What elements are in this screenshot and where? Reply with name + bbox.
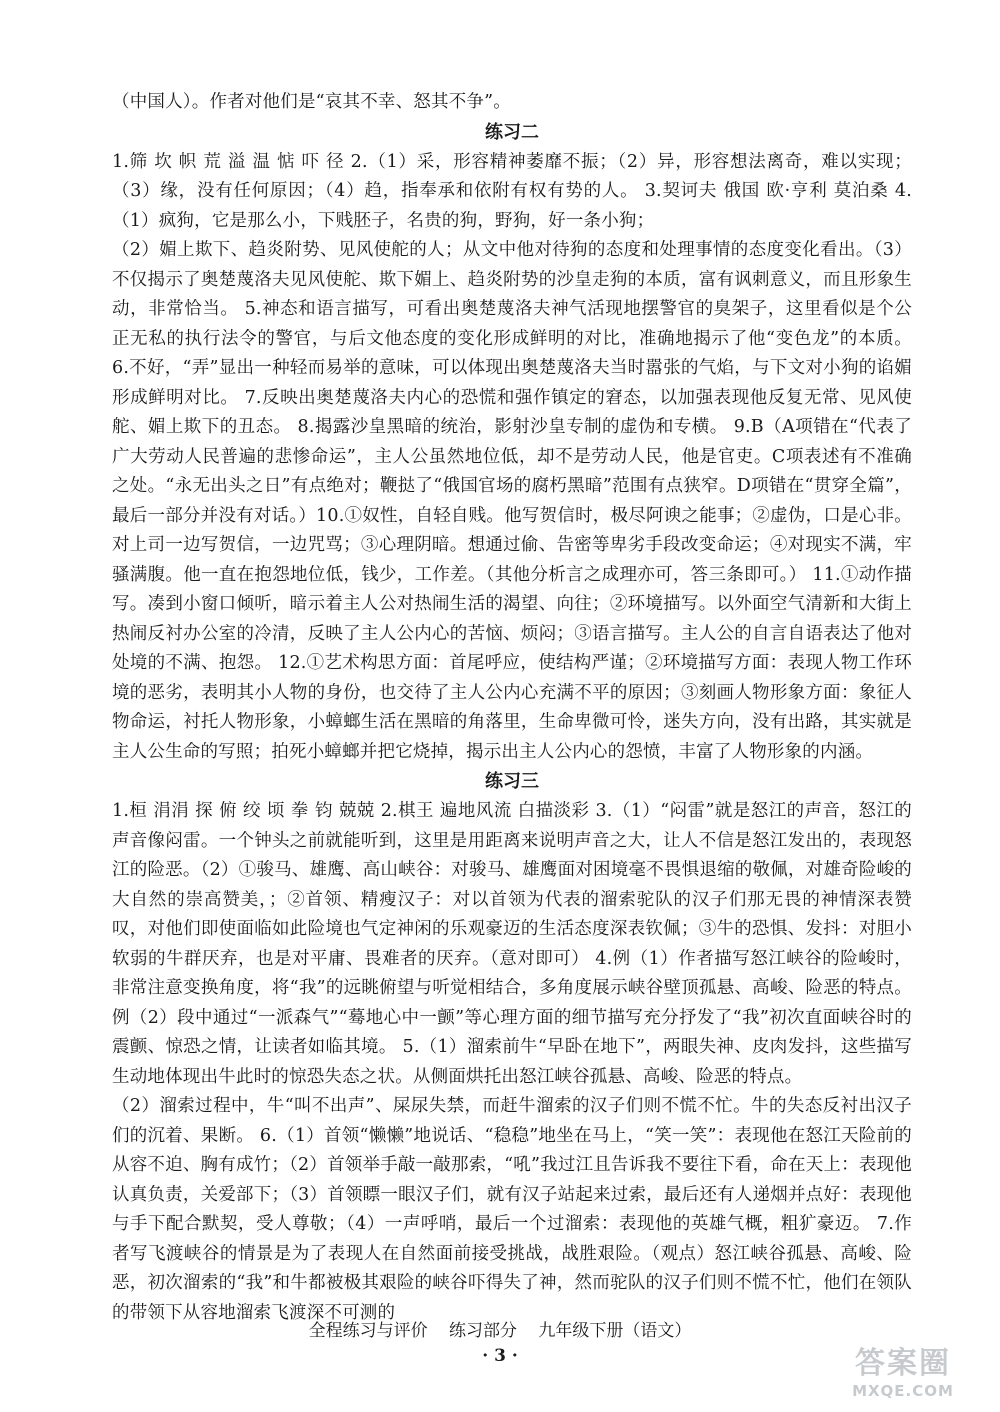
document-body [112, 88, 912, 1328]
exercise-2-paragraph-1: 1.筛 坎 帜 荒 溢 温 惦 吓 径 2.（1）采，形容精神萎靡不振；（2）异，形容想法离奇，难以实现；（3）缘，没有任何原因；（4）趋，指奉承和依附有权有势的人。 3.契诃夫 俄国 欧·亨利 莫泊桑 4.（1）疯狗，它是那么小，下贱胚子，名贵的狗，野狗，好一条小狗； [112, 151, 912, 231]
footer-part: 练习部分 [449, 1321, 517, 1341]
section-heading-exercise-3: 练习三 [485, 771, 539, 792]
watermark-title: 答案圈 [855, 1346, 951, 1381]
intro-paragraph: （中国人）。作者对他们是“哀其不幸、怒其不争”。 [112, 92, 511, 112]
footer-grade: 九年级下册（语文） [538, 1321, 692, 1341]
watermark-url: MXQE.COM [852, 1382, 954, 1400]
exercise-2-paragraph-2: （2）媚上欺下、趋炎附势、见风使舵的人；从文中他对待狗的态度和处理事情的态度变化看出。（3）不仅揭示了奥楚蔑洛夫见风使舵、欺下媚上、趋炎附势的沙皇走狗的本质，富有讽刺意义，而且形象生动，非常恰当。 5.神态和语言描写，可看出奥楚蔑洛夫神气活现地摆警官的臭架子，这里看似是个公正无私的执行法令的警官，与后文他态度的变化形成鲜明的对比，准确地揭示了他“变色龙”的本质。 6.不好，“弄”显出一种轻而易举的意味，可以体现出奥楚蔑洛夫当时嚣张的气焰，与下文对小狗的谄媚形成鲜明对比。 7.反映出奥楚蔑洛夫内心的恐慌和强作镇定的窘态，以加强表现他反复无常、见风使舵、媚上欺下的丑态。 8.揭露沙皇黑暗的统治，影射沙皇专制的虚伪和专横。 9.B（A项错在“代表了广大劳动人民普遍的悲惨命运”，主人公虽然地位低，却不是劳动人民，他是官吏。C项表述有不准确之处。“永无出头之日”有点绝对；鞭挞了“俄国官场的腐朽黑暗”范围有点狭窄。D项错在“贯穿全篇”，最后一部分并没有对话。）10.①奴性，自轻自贱。他写贺信时，极尽阿谀之能事；②虚伪，口是心非。对上司一边写贺信，一边咒骂；③心理阴暗。想通过偷、告密等卑劣手段改变命运；④对现实不满，牢骚满腹。他一直在抱怨地位低，钱少，工作差。（其他分析言之成理亦可，答三条即可。） 11.①动作描写。凑到小窗口倾听，暗示着主人公对热闹生活的渴望、向往；②环境描写。以外面空气清新和大街上热闹反衬办公室的冷清，反映了主人公内心的苦恼、烦闷；③语言描写。主人公的自言自语表达了他对处境的不满、抱怨。 12.①艺术构思方面：首尾呼应，使结构严谨；②环境描写方面：表现人物工作环境的恶劣，表明其小人物的身份，也交待了主人公内心充满不平的原因；③刻画人物形象方面：象征人物命运，衬托人物形象，小蟑螂生活在黑暗的角落里，生命卑微可怜，迷失方向，没有出路，其实就是主人公生命的写照；拍死小蟑螂并把它烧掉，揭示出主人公内心的怨愤，丰富了人物形象的内涵。 [112, 240, 912, 762]
page-number: · 3 · [482, 1346, 518, 1366]
section-heading-exercise-2: 练习二 [485, 121, 539, 143]
footer-book-title: 全程练习与评价 [308, 1321, 428, 1341]
exercise-3-paragraph-2: （2）溜索过程中，牛“叫不出声”、屎尿失禁，而赶牛溜索的汉子们则不慌不忙。牛的失态反衬出汉子们的沉着、果断。 6.（1）首领“懒懒”地说话、“稳稳”地坐在马上，“笑一笑”：表现他在怒江天险前的从容不迫、胸有成竹；（2）首领举手敲一敲那索，“吼”我过江且告诉我不要往下看，命在天上：表现他认真负责，关爱部下；（3）首领瞟一眼汉子们，就有汉子站起来过索，最后还有人递烟并点好：表现他与手下配合默契，受人尊敬；（4）一声呼哨，最后一个过溜索：表现他的英雄气概，粗犷豪迈。 7.作者写飞渡峡谷的情景是为了表现人在自然面前接受挑战，战胜艰险。（观点）怒江峡谷孤悬、高峻、险恶，初次溜索的“我”和牛都被极其艰险的峡谷吓得失了神，然而驼队的汉子们则不慌不忙，他们在领队的带领下从容地溜索飞渡深不可测的 [112, 1096, 912, 1323]
watermark-logo [828, 1338, 978, 1398]
exercise-3-paragraph-1: 1.桓 涓涓 探 俯 绞 顷 拳 钧 兢兢 2.棋王 遍地风流 白描淡彩 3.（1）“闷雷”就是怒江的声音，怒江的声音像闷雷。一个钟头之前就能听到，这里是用距离来说明声音之大，让人不信是怒江发出的，表现怒江的险恶。（2）①骏马、雄鹰、高山峡谷：对骏马、雄鹰面对困境毫不畏惧退缩的敬佩，对雄奇险峻的大自然的崇高赞美，；②首领、精瘦汉子：对以首领为代表的溜索驼队的汉子们那无畏的神情深表赞叹，对他们即使面临如此险境也气定神闲的乐观豪迈的生活态度深表钦佩；③牛的恐惧、发抖：对胆小软弱的牛群厌弃，也是对平庸、畏难者的厌弃。（意对即可） 4.例（1）作者描写怒江峡谷的险峻时，非常注意变换角度，将“我”的远眺俯望与听觉相结合，多角度展示峡谷壁顶孤悬、高峻、险恶的特点。例（2）段中通过“一派森气”“蓦地心中一颤”等心理方面的细节描写充分抒发了“我”初次直面峡谷时的震颤、惊恐之情，让读者如临其境。 5.（1）溜索前牛“早卧在地下”，两眼失神、皮肉发抖，这些描写生动地体现出牛此时的惊恐失态之状。从侧面烘托出怒江峡谷孤悬、高峻、险恶的特点。 [112, 801, 912, 1087]
